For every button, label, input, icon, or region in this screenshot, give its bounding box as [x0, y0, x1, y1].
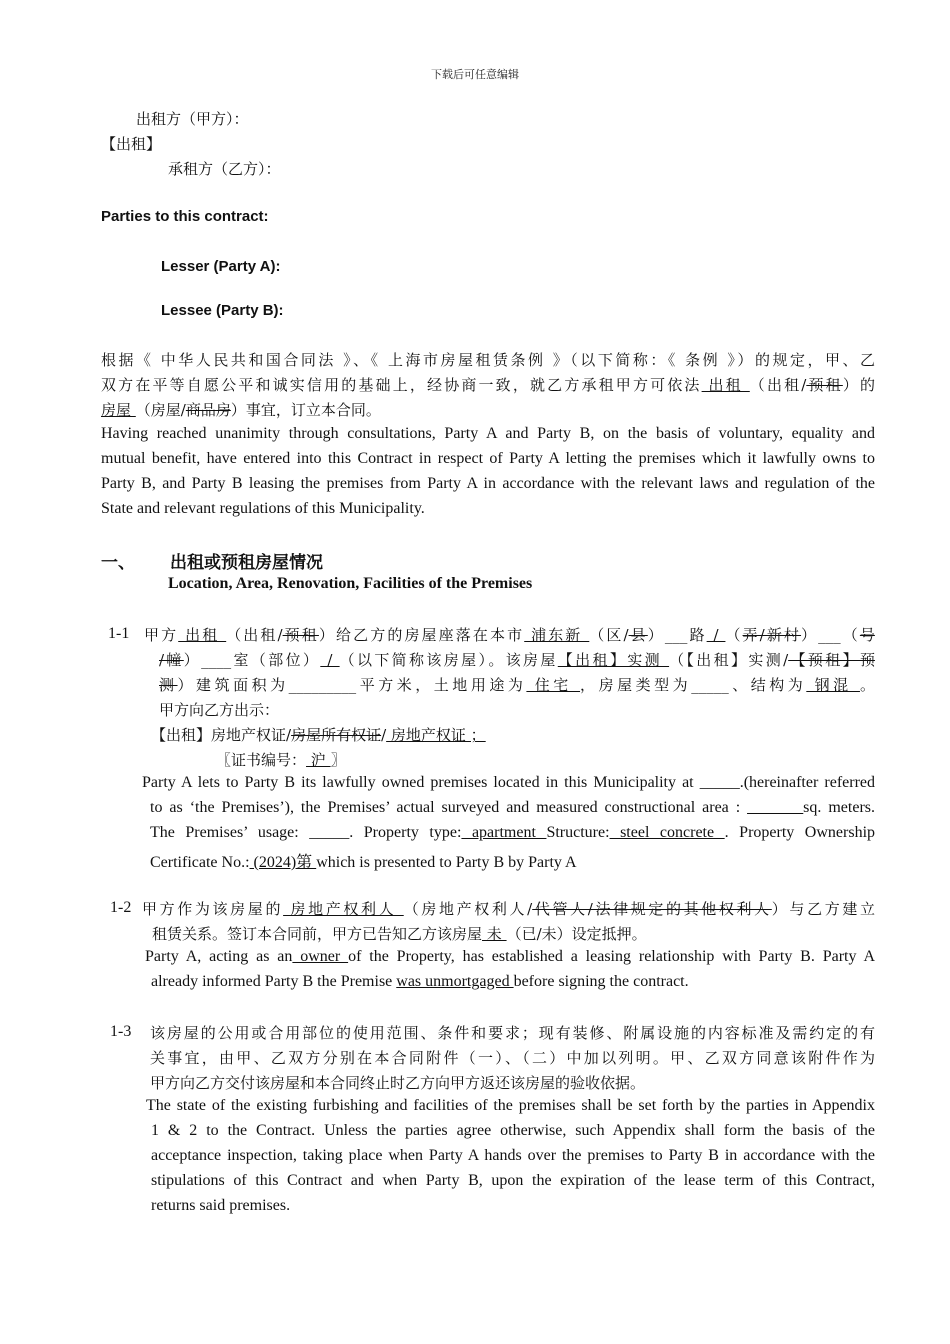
section-title-cn: 出租或预租房屋情况	[170, 553, 323, 573]
blank-field: 浦东新	[524, 626, 590, 644]
blank-field: 房地产权证 ；	[386, 726, 486, 744]
struck-option: 弄/新村	[742, 626, 802, 644]
text: 。	[859, 676, 875, 694]
clause-cn-line: 甲方向乙方交付该房屋和本合同终止时乙方向甲方返还该房屋的验收依据。	[150, 1074, 646, 1092]
clause-en-line: The state of the existing furbishing and facilities of the premises shall be set forth by the parties in Appendix	[146, 1097, 875, 1114]
text: Party A, acting as an	[145, 948, 293, 965]
struck-option: 县	[628, 626, 648, 644]
blank-field: 【出租】实测	[557, 651, 670, 669]
text: （以下简称该房屋）。该房屋	[339, 651, 558, 669]
clause-1-3-cn	[150, 1022, 875, 1097]
blank-field: 未	[482, 925, 507, 943]
text: 路	[687, 626, 707, 644]
clause-cn-line: 该房屋的公用或合用部位的使用范围、条件和要求；现有装修、附属设施的内容标准及需约定的有	[150, 1024, 875, 1042]
blank-field: (2024)第	[249, 854, 317, 871]
lesser-label-en: Lesser (Party A):	[161, 258, 281, 275]
preamble-cn	[101, 349, 875, 424]
clause-en-line	[142, 824, 875, 849]
text: 平方米，土地用途为	[356, 676, 527, 694]
clause-cn-line	[144, 724, 875, 749]
blank-field: was unmortgaged	[396, 973, 514, 990]
text: before signing the contract.	[513, 973, 689, 990]
clause-cn-line: 关事宜，由甲、乙双方分别在本合同附件（一）、（二）中加以列明。甲、乙双方同意该附件作为	[150, 1049, 875, 1067]
clause-en-line: stipulations of this Contract and when Party B, upon the expiration of the lease term of this Contract,	[151, 1172, 875, 1189]
clause-en-line: returns said premises.	[151, 1197, 291, 1214]
preamble-en-line: State and relevant regulations of this Municipality.	[101, 500, 425, 517]
struck-option: 号	[859, 626, 875, 644]
text: 租赁关系。签订本合同前，甲方已告知乙方该房屋	[152, 925, 483, 943]
text: 甲方作为该房屋的	[142, 900, 284, 918]
clause-cn-line	[144, 624, 875, 649]
text: sq. meters.	[803, 799, 875, 816]
text: Structure:	[546, 824, 610, 841]
section-number: 一、	[101, 553, 135, 573]
text: /	[381, 726, 387, 744]
blank-field: apartment	[461, 824, 547, 841]
text: ）	[183, 651, 202, 669]
text: ）	[801, 626, 819, 644]
blank-field: /	[320, 651, 340, 669]
text: （【出租】实测/	[669, 651, 789, 669]
struck-option: 代管人/法律规定的其他权利人	[532, 900, 772, 918]
blank-field: ___	[664, 626, 688, 644]
blank-field: steel concrete	[609, 824, 725, 841]
clause-cn-line	[144, 649, 875, 674]
text: 甲方	[144, 626, 179, 644]
preamble-en	[101, 425, 875, 525]
blank-field: 出租	[701, 376, 750, 394]
clause-1-1-en	[142, 774, 875, 874]
text: （房屋/	[135, 401, 186, 419]
text: 【出租】房地产权证/	[151, 726, 292, 744]
text: 室（部位）	[231, 651, 321, 669]
clause-en-line	[142, 799, 875, 824]
text: （房地产权利人/	[403, 900, 533, 918]
blank-field: owner	[292, 948, 349, 965]
clause-cn-line	[142, 923, 875, 948]
clause-1-3-en	[146, 1097, 875, 1222]
text: ）事宜，订立本合同。	[230, 401, 381, 419]
text: ）建筑面积为	[177, 676, 289, 694]
text: ）与乙方建立	[771, 900, 875, 918]
text: （	[840, 626, 860, 644]
preamble-cn-line	[101, 374, 875, 399]
clause-number: 1-1	[108, 625, 130, 642]
text: 〗	[330, 751, 346, 769]
clause-cn-line	[142, 898, 875, 923]
blank-field: 沪	[306, 751, 331, 769]
clause-en-line: acceptance inspection, taking place when Party A hands over the premises to Party B in accordance with the	[151, 1147, 875, 1164]
header-note: 下载后可任意编辑	[431, 68, 519, 81]
blank-field: ___	[818, 626, 841, 644]
blank-field: _________	[288, 676, 357, 694]
clause-number: 1-2	[110, 899, 132, 916]
clause-number: 1-3	[110, 1023, 132, 1040]
text: ）的	[842, 376, 875, 394]
preamble-en-line: Party B, and Party B leasing the premises from Party A in accordance with the relevant laws and regulation of the	[101, 475, 875, 492]
text: （出租/	[226, 626, 283, 644]
blank-field: _____	[691, 676, 729, 694]
clause-1-1-cn	[144, 624, 875, 774]
clause-cn-line	[144, 674, 875, 699]
blank-field: 房地产权利人	[283, 900, 404, 918]
preamble-en-line: Having reached unanimity through consultations, Party A and Party B, on the basis of voluntary, equality and	[101, 425, 875, 442]
blank-field: 钢混	[806, 676, 860, 694]
text: of the Property, has established a leasing relationship with Party B. Party A	[348, 948, 876, 965]
lessor-label-cn: 出租方（甲方）：	[136, 110, 249, 128]
clause-en-line	[145, 948, 875, 973]
text: 、结构为	[728, 676, 807, 694]
struck-option: 预租	[282, 626, 319, 644]
text: （出租/	[749, 376, 807, 394]
text: ）给乙方的房屋座落在本市	[318, 626, 525, 644]
blank-field: /	[706, 626, 726, 644]
text: （区/	[589, 626, 629, 644]
text: The Premises’ usage: _____. Property type:	[150, 824, 462, 841]
struck-option: 商品房	[185, 401, 231, 419]
text: already informed Party B the Premise	[151, 973, 397, 990]
clause-en-line	[145, 973, 875, 998]
parties-heading-en: Parties to this contract:	[101, 208, 269, 225]
blank-field: 住宅	[526, 676, 581, 694]
preamble-cn-line: 根据《 中华人民共和国合同法 》、《 上海市房屋租赁条例 》（以下简称：《 条例 》）的规定，甲、乙	[101, 351, 875, 369]
text: to as ‘the Premises’), the Premises’ actual surveyed and measured constructional area :	[150, 799, 748, 816]
text: Certificate No.:	[150, 854, 250, 871]
text: （	[725, 626, 743, 644]
clause-en-line: Party A lets to Party B its lawfully owned premises located in this Municipality at _____.(hereinafter referred	[142, 774, 875, 791]
text: 双方在平等自愿公平和诚实信用的基础上，经协商一致，就乙方承租甲方可依法	[101, 376, 702, 394]
lease-tag: 【出租】	[101, 135, 162, 153]
struck-option: 预租	[806, 376, 843, 394]
text: 〖证书编号：	[216, 751, 307, 769]
blank-field: ____	[201, 651, 232, 669]
blank-field: 房屋	[101, 401, 136, 419]
text: ，房屋类型为	[580, 676, 692, 694]
preamble-en-line: mutual benefit, have entered into this Contract in respect of Party A letting the premises which it lawfully owns to	[101, 450, 875, 467]
text: （已/未）设定抵押。	[506, 925, 647, 943]
text: which is presented to Party B by Party A	[316, 854, 577, 871]
clause-1-2-en	[145, 948, 875, 998]
clause-1-2-cn	[142, 898, 875, 948]
struck-option: 【预租】预	[788, 651, 875, 669]
text: ）	[647, 626, 665, 644]
clause-cn-line: 甲方向乙方出示：	[159, 701, 280, 719]
lessee-label-en: Lessee (Party B):	[161, 302, 284, 319]
clause-en-line	[142, 849, 875, 874]
blank-field: 出租	[178, 626, 227, 644]
blank-field: _______	[747, 799, 804, 816]
struck-option: /幢	[159, 651, 184, 669]
struck-option: 测	[159, 676, 178, 694]
clause-cn-line	[144, 749, 875, 774]
clause-en-line: 1 & 2 to the Contract. Unless the parties agree otherwise, such Appendix shall form the basis of the	[151, 1122, 875, 1139]
lessee-label-cn: 承租方（乙方）：	[168, 160, 281, 178]
preamble-cn-line	[101, 399, 875, 424]
section-title-en: Location, Area, Renovation, Facilities of the Premises	[168, 575, 533, 592]
struck-option: 房屋所有权证	[291, 726, 382, 744]
text: . Property Ownership	[724, 824, 876, 841]
